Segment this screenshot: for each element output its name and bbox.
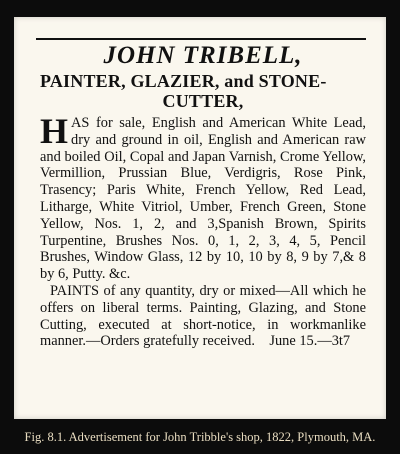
trade-line-2: CUTTER, [162,91,244,111]
figure-caption: Fig. 8.1. Advertisement for John Tribble's shop, 1822, Plymouth, MA. [24,430,376,444]
advertisement [40,43,366,350]
goods-text: AS for sale, English and American White Lead, dry and ground in oil, English and American raw and boiled Oil, Copal and Japan Varnish, Crome Yellow, Vermillion, Prussian Blue, Verdigris, Rose Pink, Trasency; Paris White, French Yellow, Red Lead, Litharge, White Vitriol, Umber, French Green, Stone Yellow, Nos. 1, 2, and 3,Spanish Brown, Spirits Turpentine, Brushes Nos. 0, 1, 2, 3, 4, 5, Pencil Brushes, Window Glass, 12 by 10, 10 by 8, 9 by 7,& 8 by 6, Putty. &c. [40,115,366,283]
dateline: June 15.—3t7 [269,333,351,350]
goods-list [40,111,366,283]
services-paragraph [40,283,366,350]
top-rule [36,38,366,40]
drop-cap: H [40,111,69,151]
trade-heading [40,71,366,111]
advertiser-name: JOHN TRIBELL, [103,42,303,69]
services-text: PAINTS of any quantity, dry or mixed—All which he offers on liberal terms. Painting, Glazing, and Stone Cutting, executed at short-notice, in workmanlike manner.—Orders gratefully received. [40,282,366,350]
trade-line-1: PAINTER, GLAZIER, and STONE- [40,71,327,91]
